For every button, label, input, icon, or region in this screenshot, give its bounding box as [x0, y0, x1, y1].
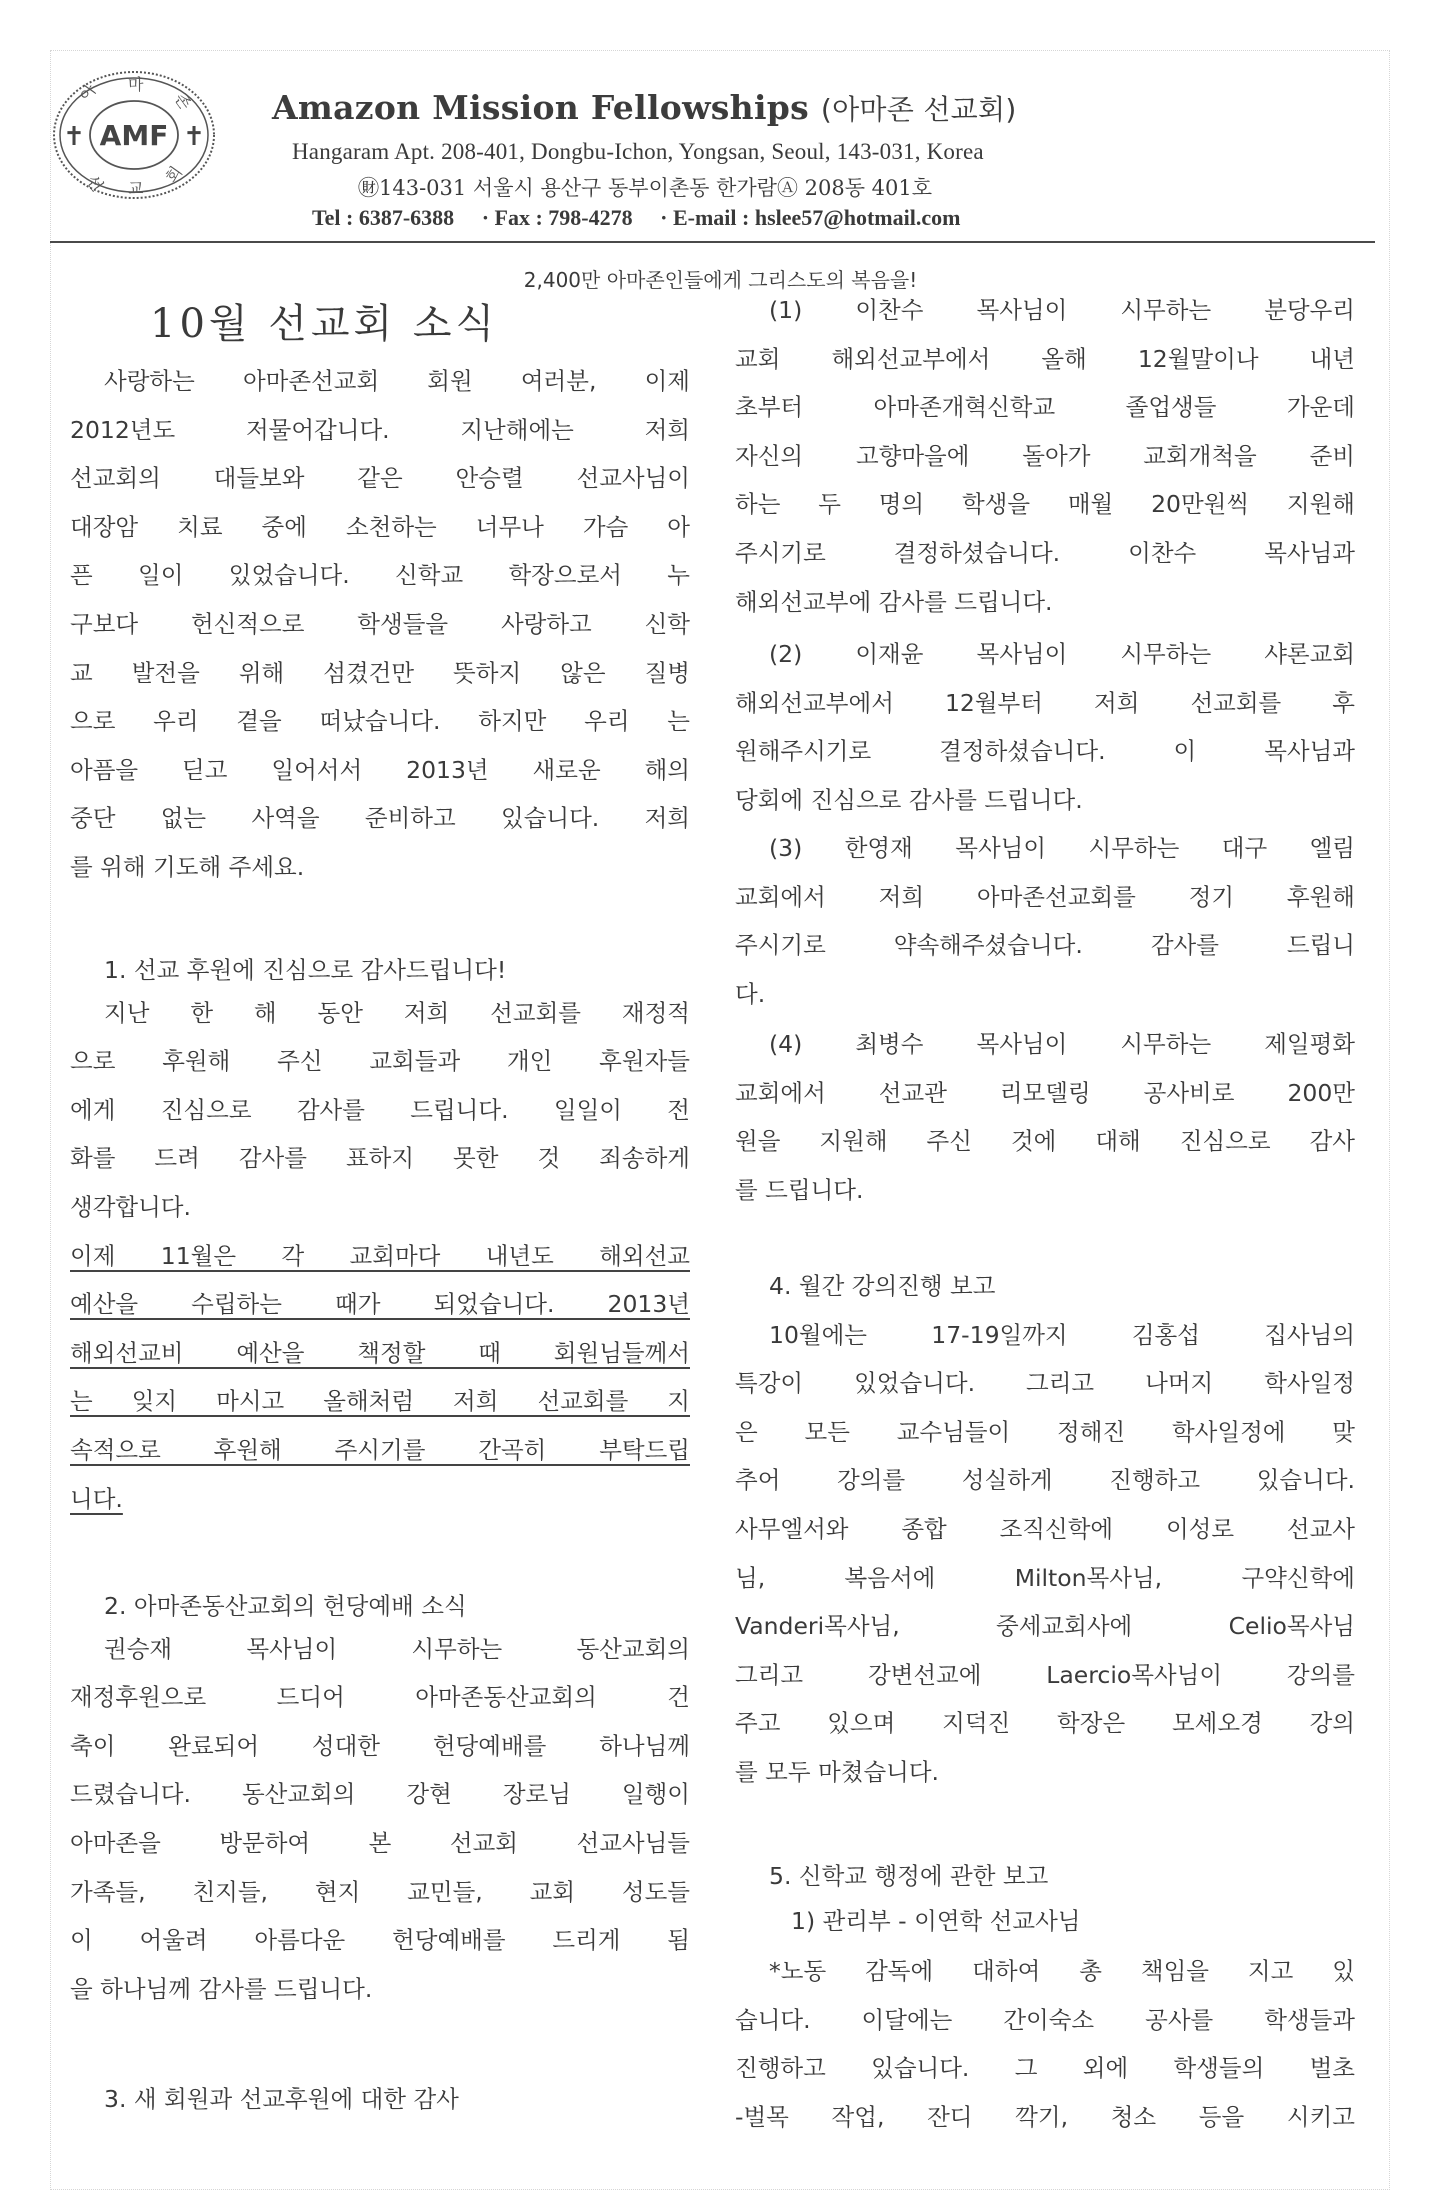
svg-text:선: 선	[82, 171, 108, 195]
text-line: 초부터 아마존개혁신학교 졸업생들 가운데	[735, 393, 1355, 422]
text-line: 주시기로 결정하셨습니다. 이찬수 목사님과	[735, 538, 1355, 567]
section-heading: 2. 아마존동산교회의 헌당예배 소식	[104, 1592, 467, 1620]
text-line: 다.	[735, 979, 766, 1008]
text-line: 드렸습니다. 동산교회의 강현 장로님 일행이	[70, 1780, 690, 1809]
text-line: 교회에서 선교관 리모델링 공사비로 200만	[735, 1078, 1355, 1107]
svg-text:✝: ✝	[183, 122, 205, 152]
text-line: 아마존을 방문하여 본 선교회 선교사님들	[70, 1828, 690, 1857]
header-divider	[50, 241, 1375, 243]
text-line: 에게 진심으로 감사를 드립니다. 일일이 전	[70, 1095, 690, 1124]
tagline: 2,400만 아마존인들에게 그리스도의 복음을!	[523, 268, 918, 292]
contact-info	[312, 205, 982, 231]
underlined-text-line: 니다.	[70, 1484, 123, 1513]
intro-paragraph	[70, 357, 690, 892]
text-line: 님, 복음서에 Milton목사님, 구약신학에	[735, 1563, 1355, 1592]
text-line: 축이 완료되어 성대한 헌당예배를 하나님께	[70, 1731, 690, 1760]
text-line: 주고 있으며 지덕진 학장은 모세오경 강의	[735, 1709, 1355, 1738]
address-ko: ㊖143-031 서울시 용산구 동부이촌동 한가람Ⓐ 208동 401호	[358, 176, 933, 200]
text-line: 특강이 있었습니다. 그리고 나머지 학사일정	[735, 1369, 1355, 1398]
text-line: Vanderi목사님, 중세교회사에 Celio목사님	[735, 1612, 1355, 1641]
org-name-ko: (아마존 선교회)	[820, 93, 1017, 126]
text-line: 이 어울려 아름다운 헌당예배를 드리게 됨	[70, 1926, 690, 1955]
svg-text:마: 마	[128, 75, 144, 94]
support-item-3	[735, 824, 1355, 1018]
underlined-text-line: 해외선교비 예산을 책정할 때 회원님들께서	[70, 1338, 690, 1367]
text-line: 해외선교부에 감사를 드립니다.	[735, 587, 1053, 616]
fax: · Fax : 798-4278	[481, 205, 633, 230]
support-item-1	[735, 286, 1355, 626]
org-name-en: Amazon Mission Fellowships	[272, 88, 810, 127]
text-line: 대장암 치료 중에 소천하는 너무나 가슴 아	[70, 512, 690, 541]
support-item-4	[735, 1020, 1355, 1214]
section-heading: 1. 선교 후원에 진심으로 감사드립니다!	[104, 956, 507, 984]
text-line: 구보다 헌신적으로 학생들을 사랑하고 신학	[70, 609, 690, 638]
svg-text:교: 교	[128, 179, 144, 198]
section-heading: 5. 신학교 행정에 관한 보고	[769, 1862, 1049, 1890]
text-line: 사무엘서와 종합 조직신학에 이성로 선교사	[735, 1514, 1355, 1543]
newsletter-title: 10월 선교회 소식	[150, 301, 499, 347]
text-line: 2012년도 저물어갑니다. 지난해에는 저희	[70, 415, 690, 444]
underlined-text-line: 는 잊지 마시고 올해처럼 저희 선교회를 지	[70, 1387, 690, 1416]
email: · E-mail : hslee57@hotmail.com	[660, 205, 961, 230]
text-line: 픈 일이 있었습니다. 신학교 학장으로서 누	[70, 561, 690, 590]
section-3	[70, 2075, 690, 2124]
svg-text:회: 회	[161, 162, 187, 187]
text-line: 습니다. 이달에는 간이숙소 공사를 학생들과	[735, 2005, 1355, 2034]
section-4	[735, 1262, 1355, 1797]
text-line: 해외선교부에서 12월부터 저희 선교회를 후	[735, 688, 1355, 717]
text-line: 생각합니다.	[70, 1192, 191, 1221]
text-line: -벌목 작업, 잔디 깍기, 청소 등을 시키고	[735, 2102, 1355, 2131]
text-line: 으로 우리 곁을 떠났습니다. 하지만 우리 는	[70, 707, 690, 736]
text-line: 권승재 목사님이 시무하는 동산교회의	[104, 1634, 690, 1663]
text-line: 을 하나님께 감사를 드립니다.	[70, 1974, 373, 2003]
underlined-text-line: 이제 11월은 각 교회마다 내년도 해외선교	[70, 1241, 690, 1270]
underlined-text-line: 속적으로 후원해 주시기를 간곡히 부탁드립	[70, 1435, 690, 1464]
text-line: 교회 해외선교부에서 올해 12월말이나 내년	[735, 344, 1355, 373]
text-line: 원해주시기로 결정하셨습니다. 이 목사님과	[735, 737, 1355, 766]
text-line: 으로 후원해 주신 교회들과 개인 후원자들	[70, 1047, 690, 1076]
text-line: 선교회의 대들보와 같은 안승렬 선교사님이	[70, 464, 690, 493]
text-line: 교 발전을 위해 섬겼건만 뜻하지 않은 질병	[70, 658, 690, 687]
text-line: 가족들, 친지들, 현지 교민들, 교회 성도들	[70, 1877, 690, 1906]
section-heading: 4. 월간 강의진행 보고	[769, 1272, 996, 1300]
text-line: 교회에서 저희 아마존선교회를 정기 후원해	[735, 882, 1355, 911]
text-line: 지난 한 해 동안 저희 선교회를 재정적	[104, 998, 690, 1027]
text-line: 주시기로 약속해주셨습니다. 감사를 드립니	[735, 931, 1355, 960]
text-line: 추어 강의를 성실하게 진행하고 있습니다.	[735, 1466, 1355, 1495]
text-line: 10월에는 17-19일까지 김홍섭 집사님의	[769, 1320, 1355, 1349]
section-heading: 3. 새 회원과 선교후원에 대한 감사	[104, 2085, 459, 2113]
text-line: 은 모든 교수님들이 정해진 학사일정에 맞	[735, 1417, 1355, 1446]
text-line: *노동 감독에 대하여 총 책임을 지고 있	[769, 1957, 1355, 1986]
section-2	[70, 1582, 690, 2013]
text-line: 원을 지원해 주신 것에 대해 진심으로 감사	[735, 1127, 1355, 1156]
text-line: 그리고 강변선교에 Laercio목사님이 강의를	[735, 1660, 1355, 1689]
text-line: 하는 두 명의 학생을 매월 20만원씩 지원해	[735, 490, 1355, 519]
svg-text:존: 존	[170, 89, 196, 113]
section-5	[735, 1852, 1355, 2142]
text-line: 를 위해 기도해 주세요.	[70, 852, 305, 881]
text-line: 를 모두 마쳤습니다.	[735, 1757, 940, 1786]
section-1	[70, 946, 690, 1523]
text-line: 진행하고 있습니다. 그 외에 학생들의 벌초	[735, 2054, 1355, 2083]
org-title	[272, 88, 1017, 128]
support-item-2	[735, 630, 1355, 824]
text-line: 자신의 고향마을에 돌아가 교회개척을 준비	[735, 441, 1355, 470]
underlined-text-line: 예산을 수립하는 때가 되었습니다. 2013년	[70, 1290, 690, 1319]
subsection-heading: 1) 관리부 - 이연학 선교사님	[791, 1906, 1081, 1935]
logo-center-text: AMF	[99, 119, 169, 152]
text-line: (1) 이찬수 목사님이 시무하는 분당우리	[769, 296, 1355, 324]
text-line: (2) 이재윤 목사님이 시무하는 샤론교회	[769, 640, 1355, 668]
text-line: 사랑하는 아마존선교회 회원 여러분, 이제	[104, 367, 690, 395]
text-line: (4) 최병수 목사님이 시무하는 제일평화	[769, 1030, 1355, 1058]
text-line: 중단 없는 사역을 준비하고 있습니다. 저희	[70, 804, 690, 833]
text-line: 당회에 진심으로 감사를 드립니다.	[735, 785, 1083, 814]
tel: Tel : 6387-6388	[312, 205, 455, 230]
svg-text:아: 아	[75, 80, 101, 105]
text-line: 화를 드려 감사를 표하지 못한 것 죄송하게	[70, 1144, 690, 1173]
text-line: (3) 한영재 목사님이 시무하는 대구 엘림	[769, 834, 1355, 862]
amf-logo	[50, 68, 218, 202]
text-line: 아픔을 딛고 일어서서 2013년 새로운 해의	[70, 755, 690, 784]
text-line: 재정후원으로 드디어 아마존동산교회의 건	[70, 1683, 690, 1712]
address-en: Hangaram Apt. 208-401, Dongbu-Ichon, Yongsan, Seoul, 143-031, Korea	[292, 139, 984, 164]
text-line: 를 드립니다.	[735, 1175, 864, 1204]
svg-text:✝: ✝	[63, 122, 85, 152]
